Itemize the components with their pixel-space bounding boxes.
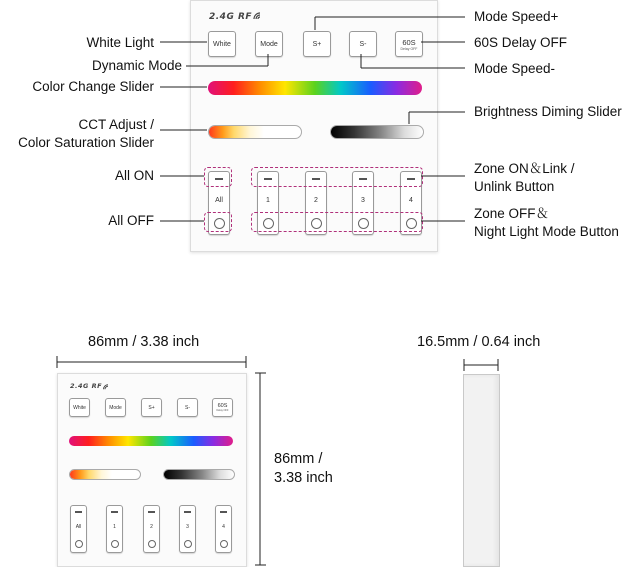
white-button-label: White xyxy=(213,40,231,48)
callout-zone-on-line1: Zone ON＆Link / xyxy=(474,161,575,176)
speed-up-button-small[interactable] xyxy=(141,398,162,417)
remote-panel-side-view xyxy=(463,374,500,567)
zone-key-label: 4 xyxy=(409,197,413,204)
zone-key-label: 3 xyxy=(361,197,365,204)
callout-zone-off-line1: Zone OFF＆ xyxy=(474,206,550,221)
zone-key-2-small[interactable] xyxy=(143,505,160,553)
thickness-dimension-label: 16.5mm / 0.64 inch xyxy=(417,334,541,350)
callout-all-off: All OFF xyxy=(108,213,154,228)
remote-panel-small xyxy=(57,373,247,567)
height-dimension-line2: 3.38 inch xyxy=(274,470,333,486)
zone-key-small-label: 4 xyxy=(222,524,225,530)
white-button-small-label: White xyxy=(73,404,86,411)
zone-key-small-label: 2 xyxy=(150,524,153,530)
white-button-small[interactable] xyxy=(69,398,90,417)
zone-key-small-label: 1 xyxy=(113,524,116,530)
delay-button-label: 60S xyxy=(402,37,416,47)
callout-mode-speed-up: Mode Speed+ xyxy=(474,9,559,24)
delay-off-button-small[interactable] xyxy=(212,398,233,417)
speed-up-button-label: S+ xyxy=(312,40,322,48)
mode-button-small[interactable] xyxy=(105,398,126,417)
callout-cct-line1: CCT Adjust / xyxy=(78,117,154,132)
delay-button-small-sublabel: Delay OFF xyxy=(216,409,229,412)
callout-delay-off: 60S Delay OFF xyxy=(474,35,568,50)
mode-button-small-label: Mode xyxy=(109,404,122,411)
brand-logo: 2.4G RF xyxy=(209,12,253,22)
callout-mode-speed-down: Mode Speed- xyxy=(474,61,556,76)
color-change-slider-small[interactable] xyxy=(69,436,233,446)
width-dimension-label: 86mm / 3.38 inch xyxy=(88,334,200,350)
delay-button-small-label: 60S xyxy=(217,403,228,409)
callout-brightness-slider: Brightness Diming Slider xyxy=(474,104,622,119)
callout-cct-line2: Color Saturation Slider xyxy=(18,135,154,150)
delay-button-sublabel: Delay OFF xyxy=(400,46,418,51)
zone-key-all-small[interactable] xyxy=(70,505,87,553)
callout-all-on: All ON xyxy=(114,168,154,183)
zone-key-4-small[interactable] xyxy=(215,505,232,553)
zone-key-small-label: All xyxy=(75,524,82,530)
zone-key-1-small[interactable] xyxy=(106,505,123,553)
callout-color-change-slider: Color Change Slider xyxy=(32,79,154,94)
zone-key-label: All xyxy=(215,197,223,204)
speed-down-button-small[interactable] xyxy=(177,398,198,417)
speed-down-button-label: S- xyxy=(359,40,367,48)
height-dimension-line1: 86mm / xyxy=(274,451,323,467)
brand-logo-small: 2.4G RF xyxy=(70,382,103,390)
zone-key-label: 2 xyxy=(314,197,318,204)
brightness-slider-small[interactable] xyxy=(163,469,235,480)
zone-key-small-label: 3 xyxy=(186,524,189,530)
wifi-signal-icon xyxy=(102,378,111,396)
speed-down-button-small-label: S- xyxy=(185,404,190,411)
mode-button-label: Mode xyxy=(260,40,278,48)
speed-up-button-small-label: S+ xyxy=(148,404,155,411)
zone-key-label: 1 xyxy=(266,197,270,204)
callout-dynamic-mode: Dynamic Mode xyxy=(91,58,182,73)
zone-key-3-small[interactable] xyxy=(179,505,196,553)
callout-zone-on-line2: Unlink Button xyxy=(474,179,555,194)
callout-zone-off-line2: Night Light Mode Button xyxy=(474,224,619,239)
cct-slider-small[interactable] xyxy=(69,469,141,480)
callout-white-light: White Light xyxy=(86,35,154,50)
